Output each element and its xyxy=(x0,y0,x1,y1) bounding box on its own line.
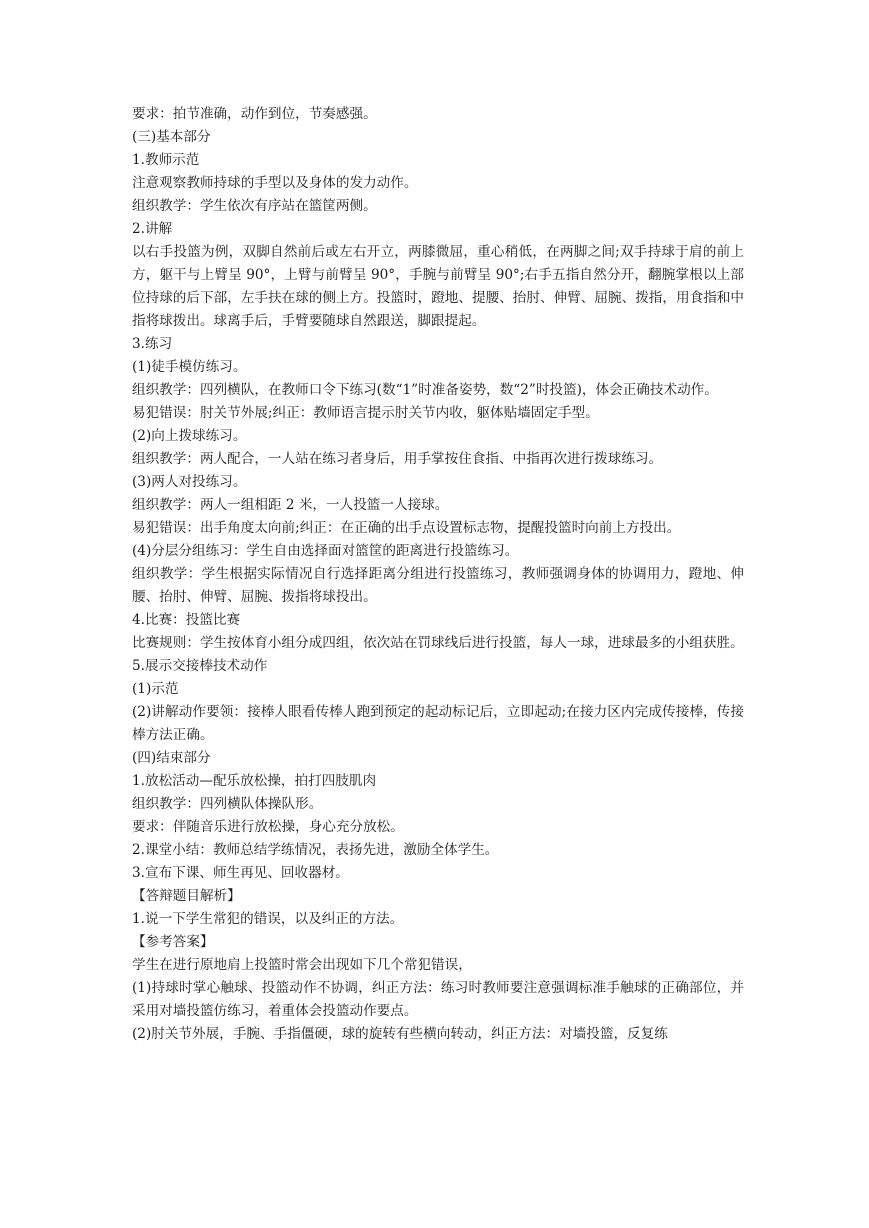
paragraph-requirement-relax: 要求：伴随音乐进行放松操，身心充分放松。 xyxy=(132,819,404,835)
paragraph-organize-6: 组织教学：四列横队体操队形。 xyxy=(132,796,323,812)
requirement-rhythm: 要求：拍节准确，动作到位，节奏感强。 xyxy=(132,106,377,122)
subheading-baton-exchange: 5.展示交接棒技术动作 xyxy=(132,658,268,674)
defense-question-1: 1.说一下学生常犯的错误，以及纠正的方法。 xyxy=(132,911,404,927)
paragraph-organize-2: 组织教学：四列横队，在教师口令下练习(数“1”时准备姿势，数“2”时投篮)，体会正确技术动作。 xyxy=(132,382,718,398)
section-heading-basic: (三)基本部分 xyxy=(132,129,211,145)
heading-reference-answer: 【参考答案】 xyxy=(132,934,214,950)
subheading-explanation: 2.讲解 xyxy=(132,221,173,237)
paragraph-technique: 以右手投篮为例，双脚自然前后或左右开立，两膝微屈，重心稍低，在两脚之间;双手持球于肩的前上方，躯干与上臂呈 90°，上臂与前臂呈 90°，手腕与前臂呈 90°;右手五指自然分开，翻腕掌根以上部位持球的后下部，左手扶在球的侧上方。投篮时，蹬地、提腰、抬肘、伸臂、屈腕、拨指，用食指和中指将球拨出。球离手后，手臂要随球自然跟送，脚跟提起。 xyxy=(132,244,744,329)
answer-item-1: (1)持球时掌心触球、投篮动作不协调，纠正方法：练习时教师要注意强调标准手触球的正确部位，并采用对墙投篮仿练习，着重体会投篮动作要点。 xyxy=(132,980,744,1019)
subheading-practice: 3.练习 xyxy=(132,336,173,352)
item-relaxation: 1.放松活动—配乐放松操，拍打四肢肌肉 xyxy=(132,773,377,789)
item-layered-groups: (4)分层分组练习：学生自由选择面对篮筐的距离进行投篮练习。 xyxy=(132,543,519,559)
paragraph-organize-5: 组织教学：学生根据实际情况自行选择距离分组进行投篮练习，教师强调身体的协调用力，蹬地、伸腰、抬肘、伸臂、屈腕、拨指将球投出。 xyxy=(132,566,744,605)
answer-intro: 学生在进行原地肩上投篮时常会出现如下几个常犯错误， xyxy=(132,957,472,973)
item-baton-explanation: (2)讲解动作要领：接棒人眼看传棒人跑到预定的起动标记后，立即起动;在接力区内完成传接棒，传接棒方法正确。 xyxy=(132,704,744,743)
paragraph-competition-rules: 比赛规则：学生按体育小组分成四组，依次站在罚球线后进行投篮，每人一球，进球最多的小组获胜。 xyxy=(132,635,744,651)
subheading-competition: 4.比赛：投篮比赛 xyxy=(132,612,241,628)
item-imitation: (1)徒手模仿练习。 xyxy=(132,359,247,375)
document-body xyxy=(132,103,744,1046)
paragraph-organize-4: 组织教学：两人一组相距 2 米，一人投篮一人接球。 xyxy=(132,497,449,513)
paragraph-organize-1: 组织教学：学生依次有序站在篮筐两侧。 xyxy=(132,198,377,214)
answer-item-2: (2)肘关节外展，手腕、手指僵硬，球的旋转有些横向转动，纠正方法：对墙投篮，反复练 xyxy=(132,1026,668,1042)
item-pair-shooting: (3)两人对投练习。 xyxy=(132,474,247,490)
paragraph-error-2: 易犯错误：出手角度太向前;纠正：在正确的出手点设置标志物，提醒投篮时向前上方投出。 xyxy=(132,520,681,536)
item-class-summary: 2.课堂小结：教师总结学练情况，表扬先进，激励全体学生。 xyxy=(132,842,499,858)
item-dismissal: 3.宣布下课、师生再见、回收器材。 xyxy=(132,865,349,881)
section-heading-ending: (四)结束部分 xyxy=(132,750,211,766)
item-upward-flick: (2)向上拨球练习。 xyxy=(132,428,247,444)
paragraph-observe: 注意观察教师持球的手型以及身体的发力动作。 xyxy=(132,175,418,191)
heading-defense-analysis: 【答辩题目解析】 xyxy=(132,888,241,904)
item-demonstration: (1)示范 xyxy=(132,681,179,697)
paragraph-error-1: 易犯错误：肘关节外展;纠正：教师语言提示肘关节内收，躯体贴墙固定手型。 xyxy=(132,405,599,421)
paragraph-organize-3: 组织教学：两人配合，一人站在练习者身后，用手掌按住食指、中指再次进行拨球练习。 xyxy=(132,451,663,467)
subheading-teacher-demo: 1.教师示范 xyxy=(132,152,200,168)
